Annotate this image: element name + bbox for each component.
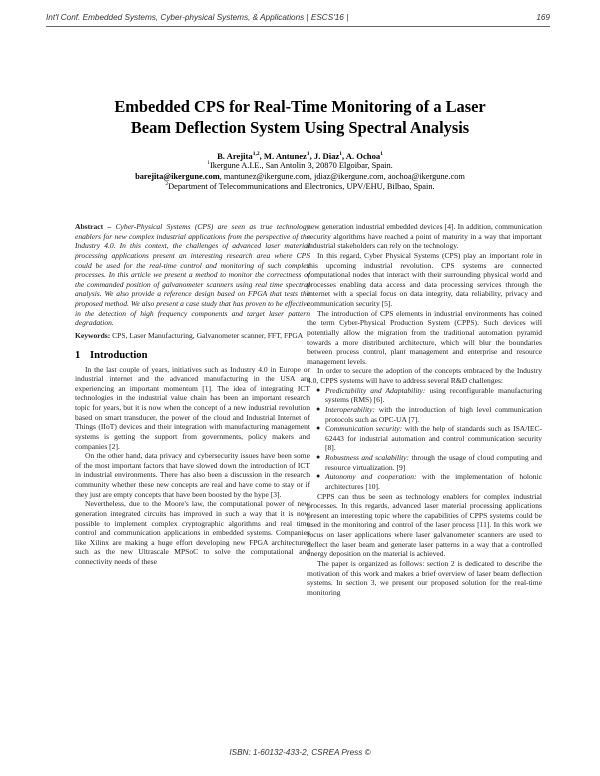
title-line-1: Embedded CPS for Real-Time Monitoring of a Laser [114, 97, 486, 116]
paragraph: On the other hand, data privacy and cybersecurity issues have been some of the most important factors that have slowed down the introduction of ICT in industrial environments. There has also been a discussion in the research community whether these new concepts are real and have come to stay or if they just are empty concepts that have been boosted by the hype [3]. [75, 451, 310, 499]
email-others[interactable]: , mantunez@ikergune.com, jdiaz@ikergune.com, aochoa@ikergune.com [219, 171, 465, 181]
challenges-list [307, 386, 542, 492]
affiliation-1 [60, 161, 540, 171]
author-3: J. Diaz [313, 151, 340, 161]
page-number: 169 [536, 13, 550, 22]
page-footer-isbn: ISBN: 1-60132-433-2, CSREA Press © [229, 748, 371, 757]
keywords [75, 331, 310, 341]
list-item [316, 453, 542, 472]
journal-name: Int'l Conf. Embedded Systems, Cyber-physical Systems, & Applications | ESCS'16 | [46, 13, 349, 22]
aff1-sup: 1 [207, 160, 210, 167]
challenge-text: with the implementation of holonic architectures [10]. [325, 472, 542, 491]
paragraph: Nevertheless, due to the Moore's law, the computational power of new generation integrated circuits has improved in such a way that it is now possible to implement complex cryptographic algorithms and real time control and communication applications in embedded systems. Companies like Xilinx are making a huge effort developing new FPGA architectures such as the new Ultrascale MPSoC to solve the computational and connectivity needs of these [75, 499, 310, 566]
challenge-text: using reconfigurable manufacturing systems (RMS) [6]. [325, 385, 542, 405]
paragraph: new generation industrial embedded devices [4]. In addition, communication security algorithms have reached a point of maturity in a way that important industrial stakeholders can rely on the technology. [307, 222, 542, 251]
challenge-name: Autonomy and cooperation: [325, 472, 417, 482]
paragraph: In order to secure the adoption of the concepts embraced by the Industry 4.0, CPPS systems will have to address several R&D challenges: [307, 366, 542, 385]
abstract-text: Cyber-Physical Systems (CPS) are seen as true technology enablers for new complex industrial applications from the perspective of the Industry 4.0. In this context, the challenges of advanced laser material processing applications present an interesting research area where CPS could be used for the real-time control and monitoring of such complex processes. In this article we present a method to monitor the correctness of the commanded position of galvanometer scanners using real time spectral analysis. We also provide a reference design based on FPGA that tests the proposed method. We also present a case study that has proven to be effective in the detection of high frequency components and target laser pattern degradation. [75, 222, 311, 328]
affiliation-2 [60, 182, 540, 192]
challenge-name: Predictability and Adaptability: [325, 385, 426, 395]
list-item [316, 424, 542, 453]
paper-title [60, 96, 540, 138]
bullet-icon: ● [316, 404, 321, 413]
keywords-label: Keywords: [75, 330, 111, 340]
author-names: B. Arejita$^{1,2}$, M. Antunez$^1$, J. Diaz$^1$, A. Ochoa$^1$ [217, 151, 383, 161]
author-3-sup: 1 [339, 151, 342, 158]
aff1-text: Ikergune A.I.E., San Antolin 3, 20870 Elgoibar, Spain. [209, 161, 393, 171]
aff2-text: Department of Telecommunications and Electronics, UPV/EHU, Bilbao, Spain. [168, 181, 435, 191]
author-4: A. Ochoa [345, 151, 381, 161]
section-heading-introduction [75, 349, 310, 362]
paragraph: In this regard, Cyber Physical Systems (CPS) play an important role in this upcoming industrial revolution. CPS systems are connected computational nodes that interact with their surrounding physical world and processes enabling data access and data processing services through the internet with a special focus on data integrity, data reliability, privacy and communication security [5]. [307, 250, 542, 308]
challenge-text: with the help of standards such as ISA/IEC-62443 for industrial automation and control communication security [8]. [325, 424, 542, 453]
section-number: 1 [75, 349, 81, 361]
paragraph: CPPS can thus be seen as technology enablers for complex industrial processes. In this regards, advanced laser material processing applications present an interesting topic where the capabilities of CPPS systems could be used in the monitoring and control of the laser process [11]. In this work we focus on laser applications where laser galvanometer scanners are used to deflect the laser beam and generate laser patterns in a way that a controlled energy deposition on the material is achieved. [307, 491, 542, 559]
challenge-name: Communication security: [325, 424, 403, 434]
title-line-2: Beam Deflection System Using Spectral Analysis [130, 118, 470, 137]
authors-block [60, 151, 540, 192]
list-item [316, 385, 542, 405]
challenge-text: through the usage of cloud computing and resource virtualization. [9] [325, 453, 542, 472]
bullet-icon: ● [316, 453, 321, 461]
bullet-icon: ● [316, 424, 321, 433]
challenge-text: with the introduction of high level communication protocols such as OPC-UA [7]. [325, 404, 542, 424]
author-4-sup: 1 [380, 151, 383, 158]
list-item [316, 404, 542, 424]
paragraph: The paper is organized as follows: section 2 is dedicated to describe the motivation of this work and makes a brief overview of laser beam deflection systems. In section 3, we present our proposed solution for the real-time monitoring [307, 558, 542, 597]
challenge-name: Interoperability: [325, 404, 376, 414]
challenge-name: Robustness and scalability: [325, 453, 410, 462]
abstract-label: Abstract – [75, 222, 112, 231]
paragraph: The introduction of CPS elements in industrial environments has coined the term Cyber-Physical Production System (CPPS). Such devices will potentially allow the migration from the traditional automation pyramid towards a more distributed architecture, which will blur the boundaries between process control, plant management and enterprise and resource management levels. [307, 308, 542, 366]
abstract [75, 222, 310, 328]
author-2: M. Antunez [263, 151, 307, 161]
keywords-text: CPS, Laser Manufacturing, Galvanometer scanner, FFT, FPGA [110, 330, 304, 340]
paragraph: In the last couple of years, initiatives such as Industry 4.0 in Europe or industrial internet and the advanced manufacturing in the USA are experiencing an important momentum [1]. The idea of integrating ICT technologies in the industrial value chain has been an important research topic for years, but it is now when the concept of a new industrial revolution based on smart transducer, the power of the cloud and Industrial Internet of Things (IIoT) devices and their integration with manufacturing management systems is getting the support from governments, policy makers and companies [2]. [75, 364, 310, 451]
aff2-sup: 2 [165, 181, 169, 188]
author-1-sup: 1,2 [252, 151, 260, 158]
bullet-icon: ● [316, 385, 321, 394]
list-item [316, 472, 542, 491]
header-divider [46, 26, 550, 27]
running-header [46, 13, 550, 25]
left-column [75, 222, 310, 567]
bullet-icon: ● [316, 472, 321, 481]
email-primary[interactable]: barejita@ikergune.com [135, 171, 220, 181]
section-title: Introduction [90, 349, 148, 361]
right-column [307, 222, 542, 597]
author-emails [60, 172, 540, 182]
author-2-sup: 1 [306, 151, 310, 158]
author-1: B. Arejita [217, 151, 253, 161]
